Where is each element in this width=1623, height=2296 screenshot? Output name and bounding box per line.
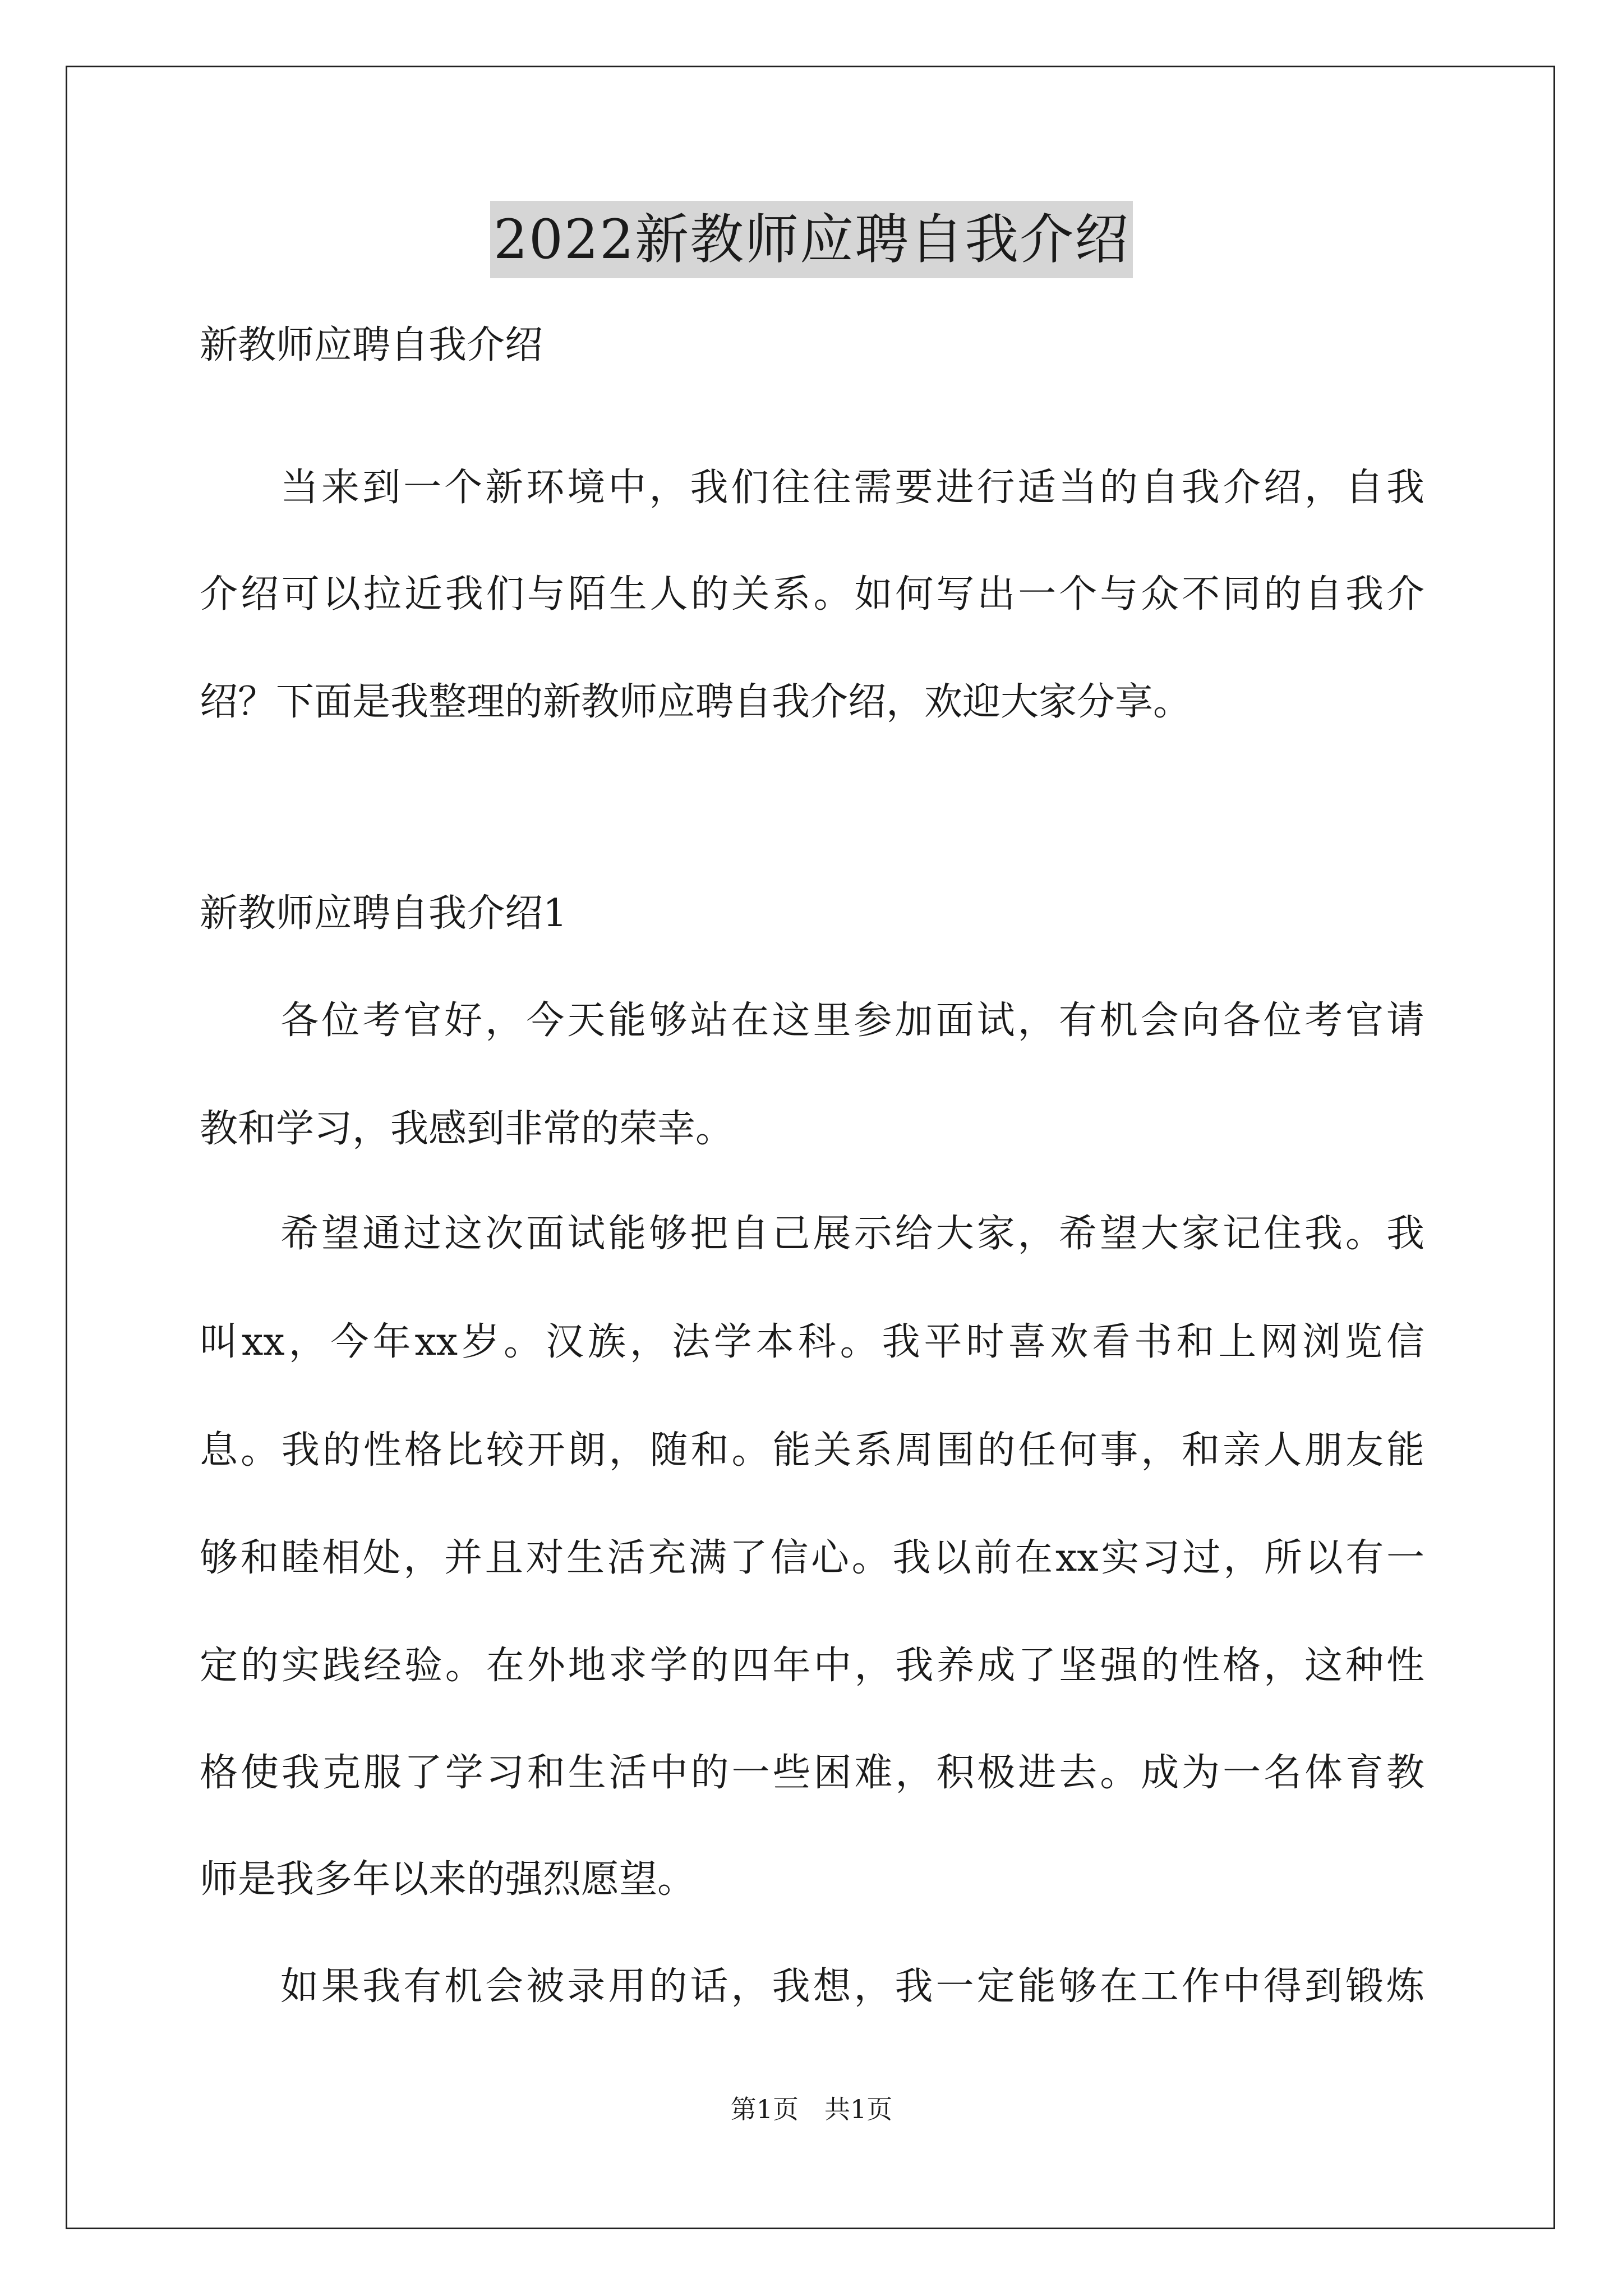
document-subtitle: 新教师应聘自我介绍	[200, 323, 543, 367]
para1-line-2: 教和学习，我感到非常的荣幸。	[200, 1107, 734, 1151]
para1-line-1: 各位考官好，今天能够站在这里参加面试，有机会向各位考官请	[280, 999, 1424, 1043]
para2-line-6: 格使我克服了学习和生活中的一些困难，积极进去。成为一名体育教	[200, 1751, 1424, 1795]
para3-line-1: 如果我有机会被录用的话，我想，我一定能够在工作中得到锻炼	[280, 1964, 1424, 2009]
para2-line-5: 定的实践经验。在外地求学的四年中，我养成了坚强的性格，这种性	[200, 1644, 1424, 1688]
document-title: 2022新教师应聘自我介绍	[490, 201, 1133, 278]
para2-line-2: 叫xx，今年xx岁。汉族，法学本科。我平时喜欢看书和上网浏览信	[200, 1320, 1424, 1364]
intro-line-3: 绍？下面是我整理的新教师应聘自我介绍，欢迎大家分享。	[200, 680, 1192, 724]
page-footer: 第1页 共1页	[730, 2094, 893, 2124]
intro-line-2: 介绍可以拉近我们与陌生人的关系。如何写出一个与众不同的自我介	[200, 572, 1424, 616]
para2-line-7: 师是我多年以来的强烈愿望。	[200, 1857, 696, 1902]
intro-line-1: 当来到一个新环境中，我们往往需要进行适当的自我介绍，自我	[280, 466, 1424, 510]
para2-line-1: 希望通过这次面试能够把自己展示给大家，希望大家记住我。我	[280, 1212, 1424, 1256]
section-heading: 新教师应聘自我介绍1	[200, 891, 568, 936]
para2-line-4: 够和睦相处，并且对生活充满了信心。我以前在xx实习过，所以有一	[200, 1536, 1424, 1580]
title-container	[0, 201, 1623, 278]
para2-line-3: 息。我的性格比较开朗，随和。能关系周围的任何事，和亲人朋友能	[200, 1428, 1424, 1473]
